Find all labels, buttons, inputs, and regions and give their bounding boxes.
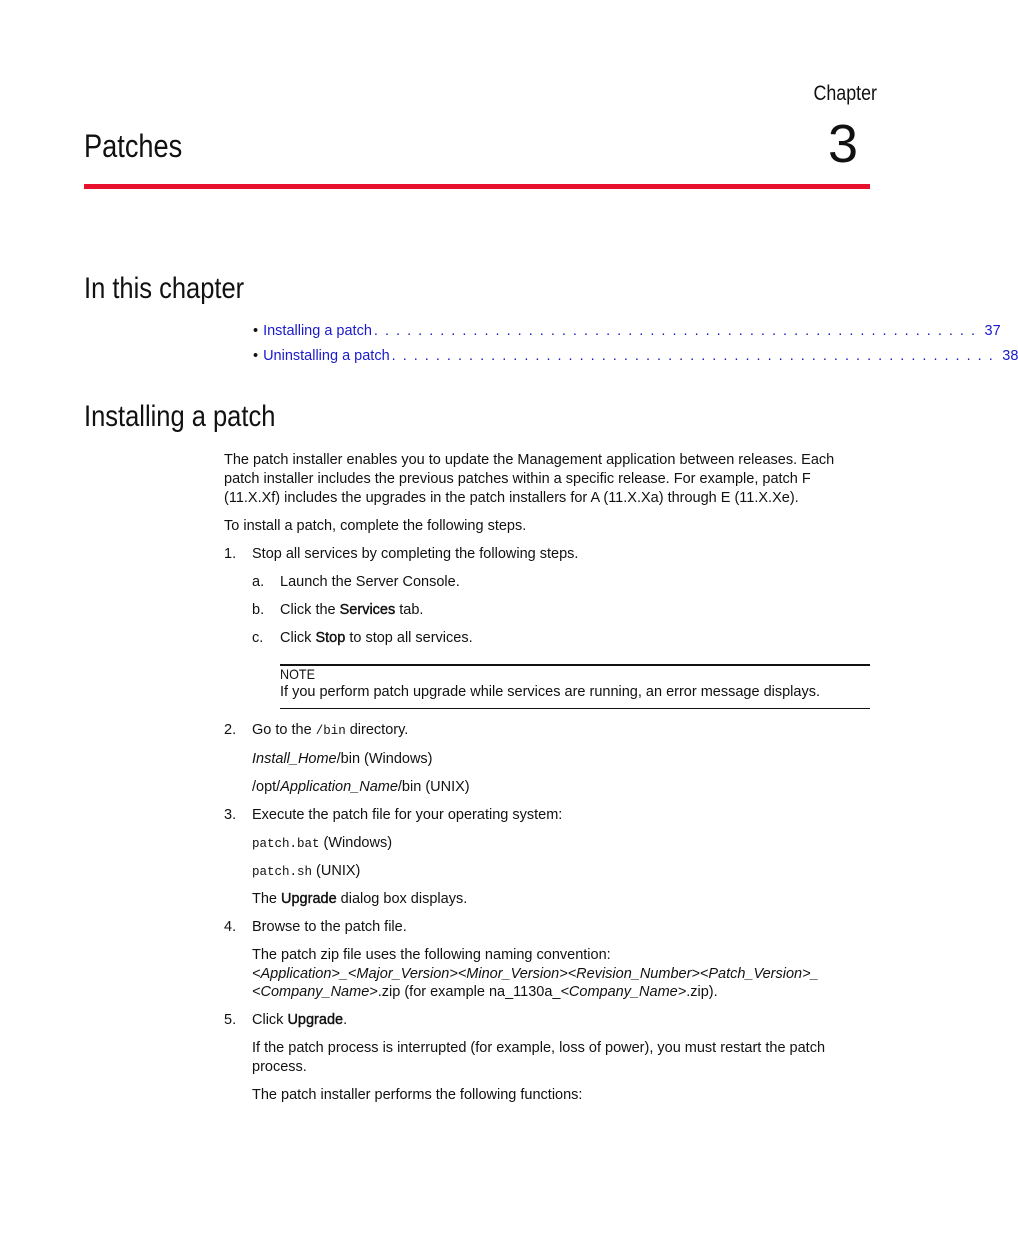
intro-line: patch installer includes the previous patches within a specific release. For example, patch F (224, 471, 811, 487)
toc-link[interactable]: Uninstalling a patch (263, 348, 390, 364)
text-run: /opt/ (252, 779, 281, 795)
text-run: (Windows) (319, 835, 393, 851)
intro-line: The patch installer enables you to update the Management application between releases. Each (224, 452, 835, 468)
text-run: directory. (345, 722, 409, 738)
functions-lead: The patch installer performs the following functions: (252, 1087, 583, 1103)
substep-letter: b. (252, 602, 265, 618)
step-text (252, 721, 408, 741)
steps-lead: To install a patch, complete the following steps. (224, 518, 527, 534)
note-top-rule (280, 664, 870, 666)
text-run: Go to the (252, 722, 316, 738)
section-heading: Installing a patch (84, 400, 276, 433)
italic-text: Application_Name (280, 779, 398, 795)
italic-text: Install_Home (252, 751, 337, 767)
chapter-title: Patches (84, 128, 183, 164)
step-result (252, 890, 467, 909)
interrupt-line: If the patch process is interrupted (for example, loss of power), you must restart the patch (252, 1040, 826, 1056)
text-run: . (343, 1012, 348, 1028)
text-run: /bin (UNIX) (397, 779, 470, 795)
intro-line: (11.X.Xf) includes the upgrades in the patch installers for A (11.X.Xa) through E (11.X.Xe). (224, 490, 799, 506)
step-text: Stop all services by completing the following steps. (252, 546, 579, 562)
chapter-rule (84, 184, 870, 189)
command-unix (252, 862, 360, 882)
toc-page[interactable]: 37 (984, 323, 1001, 339)
step-text: Browse to the patch file. (252, 919, 407, 935)
ui-term: Services (339, 602, 396, 618)
path-unix (252, 778, 470, 797)
italic-text: <Application>_<Major_Version><Minor_Version><Revision_Number><Patch_Version>_ (252, 966, 819, 982)
substep-letter: a. (252, 574, 265, 590)
code-text: patch.bat (252, 837, 320, 851)
text-run: (UNIX) (312, 863, 361, 879)
text-run: dialog box displays. (336, 891, 468, 907)
text-run: Click the (280, 602, 340, 618)
text-run: .zip (for example na_1130a_ (377, 984, 561, 1000)
note-text: If you perform patch upgrade while services are running, an error message displays. (280, 684, 820, 700)
step-number: 4. (224, 919, 237, 935)
step-number: 2. (224, 722, 237, 738)
text-run: The (252, 891, 282, 907)
toc-page[interactable]: 38 (1002, 348, 1018, 364)
toc-item[interactable] (253, 348, 1018, 364)
toc-leader: . . . . . . . . . . . . . . . . . . . . . . . . . . . . . . . . . . . . . . . . . . . . . . . . . . . . . . . (391, 348, 995, 364)
text-run: .zip). (686, 984, 718, 1000)
step-number: 1. (224, 546, 237, 562)
step-number: 3. (224, 807, 237, 823)
toc-item[interactable] (253, 323, 1001, 339)
toc-heading: In this chapter (84, 272, 245, 305)
convention-intro: The patch zip file uses the following naming convention: (252, 947, 611, 963)
code-text: /bin (315, 724, 346, 738)
text-run: tab. (395, 602, 424, 618)
ui-term: Stop (315, 630, 346, 646)
note-label: NOTE (280, 666, 316, 682)
ui-term: Upgrade (287, 1012, 344, 1028)
text-run: Click (280, 630, 316, 646)
text-run: to stop all services. (345, 630, 473, 646)
command-windows (252, 834, 392, 854)
code-text: patch.sh (252, 865, 313, 879)
italic-text: <Company_Name> (252, 984, 378, 1000)
interrupt-line: process. (252, 1059, 307, 1075)
text-run: /bin (Windows) (336, 751, 433, 767)
toc-link[interactable]: Installing a patch (263, 323, 372, 339)
convention-line (252, 983, 718, 1002)
chapter-number: 3 (827, 114, 858, 174)
substep-text (280, 629, 473, 648)
note-bottom-rule (280, 708, 870, 709)
bullet-icon: • (253, 348, 259, 364)
convention-line (252, 965, 819, 984)
substep-text (280, 601, 423, 620)
step-text: Execute the patch file for your operating system: (252, 807, 563, 823)
step-number: 5. (224, 1012, 237, 1028)
ui-term: Upgrade (281, 891, 337, 907)
text-run: Click (252, 1012, 288, 1028)
substep-text: Launch the Server Console. (280, 574, 460, 590)
toc-leader: . . . . . . . . . . . . . . . . . . . . . . . . . . . . . . . . . . . . . . . . . . . . . . . . . . . . . . . (373, 323, 977, 339)
path-windows (252, 750, 433, 769)
bullet-icon: • (253, 323, 259, 339)
substep-letter: c. (252, 630, 264, 646)
italic-text: <Company_Name> (560, 984, 687, 1000)
chapter-label: Chapter (813, 82, 877, 105)
step-text (252, 1011, 347, 1030)
